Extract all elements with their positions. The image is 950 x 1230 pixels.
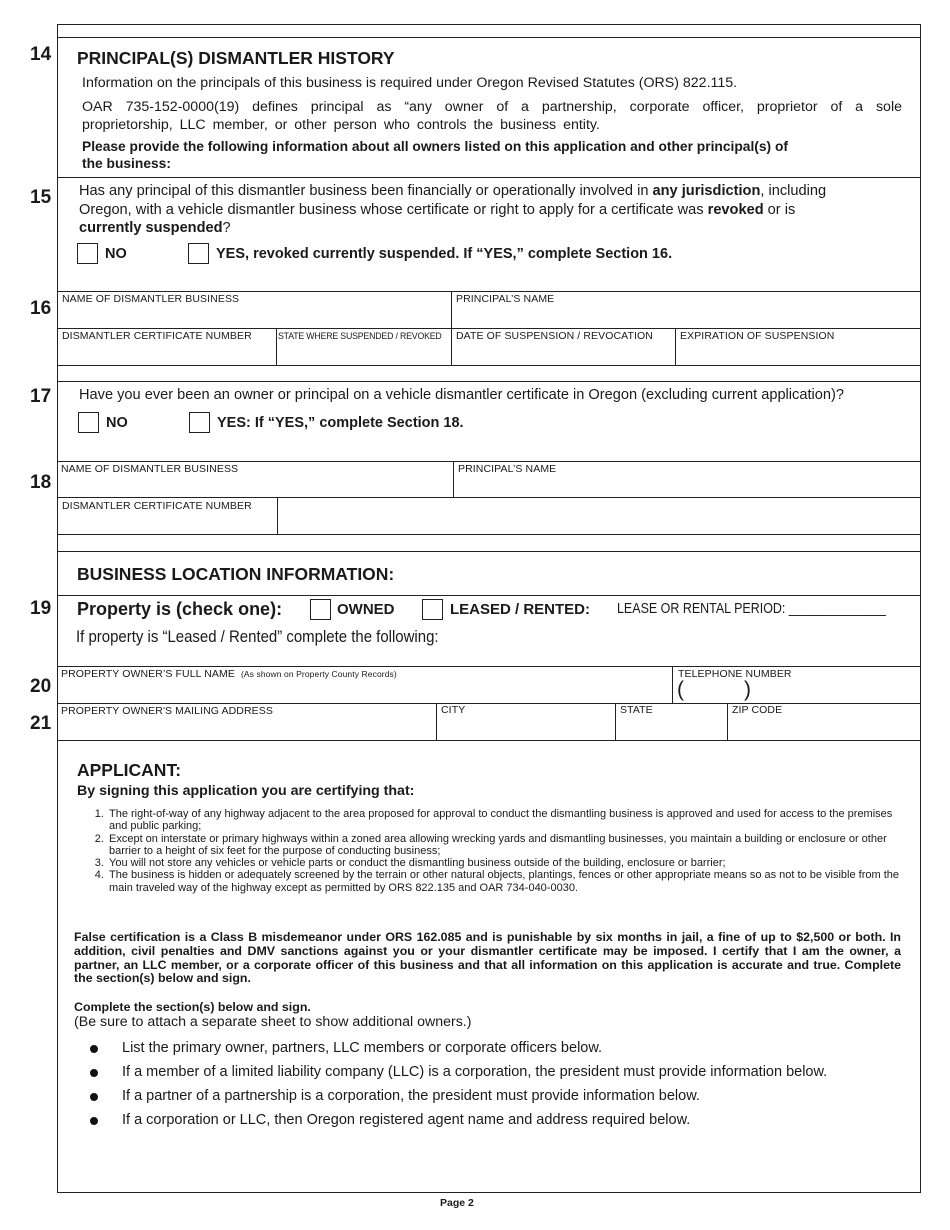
- section-15-no-label: NO: [105, 246, 127, 262]
- section-15-yes-checkbox[interactable]: [188, 243, 209, 264]
- list-item: If a member of a limited liability company (LLC) is a corporation, the president must provide information below.: [90, 1064, 910, 1088]
- s18-cert-number-field[interactable]: [278, 498, 919, 533]
- bullet-icon: [90, 1093, 98, 1101]
- provide-info-line1: Please provide the following information about all owners listed on this application and other principal(s) of: [82, 139, 789, 154]
- section-number-16: 16: [30, 298, 52, 319]
- s18-cert-number-label: DISMANTLER CERTIFICATE NUMBER: [62, 500, 252, 512]
- applicant-subtitle: By signing this application you are certifying that:: [77, 783, 415, 799]
- city-field[interactable]: [437, 718, 614, 739]
- s16-principal-name-label: PRINCIPAL’S NAME: [456, 293, 555, 305]
- s16-cert-number-label: DISMANTLER CERTIFICATE NUMBER: [62, 330, 252, 342]
- mailing-address-field[interactable]: [58, 718, 435, 739]
- certification-item: 2. Except on interstate or primary highways within a zoned area allowing wrecking yards and dismantling businesses, you maintain a building or enclosure or other barrier to a height of six feet for the purpose of conducting business;: [107, 833, 906, 858]
- s18-business-name-label: NAME OF DISMANTLER BUSINESS: [61, 463, 239, 475]
- bullet-icon: [90, 1117, 98, 1125]
- owner-name-label: PROPERTY OWNER’S FULL NAME (As shown on Property County Records): [61, 668, 397, 680]
- state-label: STATE: [620, 704, 653, 716]
- section-number-17: 17: [30, 386, 52, 407]
- attach-sheet-note: (Be sure to attach a separate sheet to show additional owners.): [74, 1014, 472, 1030]
- section-15-question-line3: currently suspended?: [79, 220, 231, 236]
- section-number-18: 18: [30, 472, 52, 493]
- list-item: List the primary owner, partners, LLC members or corporate officers below.: [90, 1040, 910, 1064]
- s16-expiration-label: EXPIRATION OF SUSPENSION: [680, 330, 835, 342]
- s16-state-suspended-label: STATE WHERE SUSPENDED / REVOKED: [278, 331, 442, 341]
- s18-principal-name-label: PRINCIPAL’S NAME: [458, 463, 557, 475]
- section-15-no-checkbox[interactable]: [77, 243, 98, 264]
- s16-date-suspension-field[interactable]: [452, 343, 674, 364]
- list-item: If a corporation or LLC, then Oregon registered agent name and address required below.: [90, 1112, 910, 1136]
- principal-info-text: Information on the principals of this business is required under Oregon Revised Statutes (ORS) 822.115.: [82, 75, 738, 91]
- mailing-address-label: PROPERTY OWNER'S MAILING ADDRESS: [61, 705, 273, 717]
- section-17-no-checkbox[interactable]: [78, 412, 99, 433]
- list-item: If a partner of a partnership is a corporation, the president must provide information below.: [90, 1088, 910, 1112]
- s16-cert-number-field[interactable]: [58, 343, 275, 364]
- certification-item: 3. You will not store any vehicles or vehicle parts or conduct the dismantling business outside of the building, enclosure or barrier;: [107, 857, 906, 869]
- lease-period-field[interactable]: LEASE OR RENTAL PERIOD: ______________: [617, 601, 886, 617]
- section-15-yes-label: YES, revoked currently suspended. If “YES,” complete Section 16.: [216, 246, 673, 262]
- section-15-question-line2: Oregon, with a vehicle dismantler business whose certificate or right to apply for a certificate was revoked or is: [79, 202, 796, 218]
- state-field[interactable]: [616, 718, 726, 739]
- property-label: Property is (check one):: [77, 599, 283, 619]
- zip-field[interactable]: [728, 718, 918, 739]
- owned-label: OWNED: [337, 601, 395, 618]
- s16-expiration-field[interactable]: [676, 343, 919, 364]
- provide-info-line2: the business:: [82, 156, 171, 171]
- section-number-15: 15: [30, 187, 52, 208]
- section-number-14: 14: [30, 44, 52, 65]
- leased-label: LEASED / RENTED:: [450, 601, 591, 618]
- city-label: CITY: [441, 704, 466, 716]
- section-14-title: PRINCIPAL(S) DISMANTLER HISTORY: [77, 48, 395, 68]
- section-17-yes-checkbox[interactable]: [189, 412, 210, 433]
- owned-checkbox[interactable]: [310, 599, 331, 620]
- if-leased-instruction: If property is “Leased / Rented” complete the following:: [76, 627, 439, 646]
- certification-item: 4. The business is hidden or adequately screened by the terrain or other natural objects, plantings, fences or other appropriate means so as not to be visible from the main traveled way of the highway except as permitted by ORS 822.135 and OAR 734-040-0030.: [107, 869, 906, 894]
- owner-name-field[interactable]: [58, 682, 671, 702]
- section-17-yes-label: YES: If “YES,” complete Section 18.: [217, 415, 464, 431]
- telephone-label: TELEPHONE NUMBER: [678, 668, 792, 680]
- business-location-title: BUSINESS LOCATION INFORMATION:: [77, 564, 395, 584]
- section-17-question: Have you ever been an owner or principal on a vehicle dismantler certificate in Oregon (excluding current application)?: [79, 387, 844, 403]
- oar-definition-line1: OAR 735-152-0000(19) defines principal as “any owner of a partnership, corporate officer, proprietor of a sole: [82, 99, 902, 115]
- s16-state-suspended-field[interactable]: [277, 343, 450, 364]
- applicant-title: APPLICANT:: [77, 760, 182, 780]
- s16-principal-name-field[interactable]: [452, 306, 919, 327]
- section-15-question-line1: Has any principal of this dismantler business been financially or operationally involved in any jurisdiction, including: [79, 183, 827, 199]
- complete-section-instruction: Complete the section(s) below and sign.: [74, 1000, 311, 1014]
- leased-checkbox[interactable]: [422, 599, 443, 620]
- s18-business-name-field[interactable]: [58, 476, 452, 496]
- telephone-area-close: ): [744, 678, 751, 701]
- telephone-field[interactable]: [686, 682, 918, 702]
- page-number: Page 2: [440, 1197, 474, 1209]
- s16-business-name-field[interactable]: [58, 306, 450, 327]
- section-number-19: 19: [30, 598, 52, 619]
- s16-date-suspension-label: DATE OF SUSPENSION / REVOCATION: [456, 330, 653, 342]
- s18-principal-name-field[interactable]: [454, 476, 919, 496]
- s16-business-name-label: NAME OF DISMANTLER BUSINESS: [62, 293, 240, 305]
- certification-list: [88, 808, 906, 894]
- section-17-no-label: NO: [106, 415, 128, 431]
- section-number-21: 21: [30, 713, 52, 734]
- bullet-icon: [90, 1045, 98, 1053]
- telephone-area-open: (: [677, 678, 684, 701]
- owner-instructions-list: [90, 1040, 910, 1136]
- false-certification-warning: False certification is a Class B misdemeanor under ORS 162.085 and is punishable by six months in jail, a fine of up to $2,500 or both. In addition, civil penalties and DMV sanctions against you or your dismantler certificate may be imposed. I certify that I am the owner, a partner, an LLC member, or a corporate officer of this business and that all information on this application is accurate and true. Complete the section(s) below and sign.: [74, 930, 901, 986]
- bullet-icon: [90, 1069, 98, 1077]
- section-number-20: 20: [30, 676, 52, 697]
- oar-definition-line2: proprietorship, LLC member, or other person who controls the business entity.: [82, 117, 600, 133]
- certification-item: 1. The right-of-way of any highway adjacent to the area proposed for approval to conduct the dismantling business is approved and used for access to the premises and public parking;: [107, 808, 906, 833]
- zip-label: ZIP CODE: [732, 704, 783, 716]
